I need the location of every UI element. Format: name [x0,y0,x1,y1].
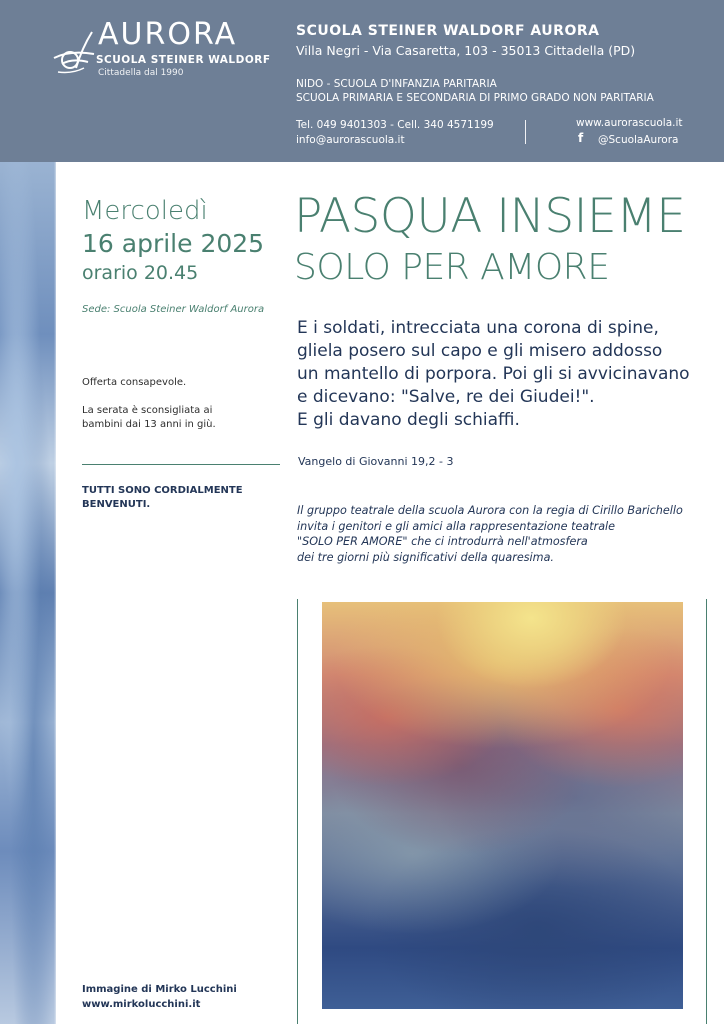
contact-website[interactable]: www.aurorascuola.it [576,117,683,129]
aurora-logo-icon [48,28,98,78]
school-level-2: SCUOLA PRIMARIA E SECONDARIA DI PRIMO GRADO NON PARITARIA [296,92,654,104]
school-level-1: NIDO - SCUOLA D'INFANZIA PARITARIA [296,78,497,90]
intro-paragraph [297,503,717,565]
header-band [0,0,724,162]
logo-subtitle: SCUOLA STEINER WALDORF [96,54,271,66]
offer-note: Offerta consapevole. [82,377,187,388]
sub-title: SOLO PER AMORE [294,247,610,288]
intro-line: dei tre giorni più significativi della quaresima. [297,550,554,564]
image-credit-link[interactable]: www.mirkolucchini.it [82,999,201,1010]
age-advice: La serata è sconsigliata ai bambini dai 13 anni in giù. [82,405,216,430]
logo-since: Cittadella dal 1990 [98,68,184,78]
painting-frame-right [706,599,707,1024]
quote-line: E i soldati, intrecciata una corona di spine, [297,318,659,338]
painting-frame-left [297,599,298,1024]
quote-line: un mantello di porpora. Poi gli si avvicinavano [297,364,690,384]
contact-phone: Tel. 049 9401303 - Cell. 340 4571199 [296,119,494,131]
gospel-quote [297,317,717,432]
quote-source: Vangelo di Giovanni 19,2 - 3 [298,455,454,468]
image-credit: Immagine di Mirko Lucchini [82,984,237,995]
intro-line: invita i genitori e gli amici alla rappresentazione teatrale [297,519,616,533]
quote-line: E gli davano degli schiaffi. [297,410,520,430]
event-venue: Sede: Scuola Steiner Waldorf Aurora [82,304,265,315]
contact-social[interactable]: @ScuolaAurora [598,134,679,146]
welcome-note: TUTTI SONO CORDIALMENTE BENVENUTI. [82,485,243,510]
quote-line: e dicevano: "Salve, re dei Giudei!". [297,387,595,407]
watercolor-painting [322,602,683,1009]
watercolor-strip [0,162,56,1024]
left-divider [82,464,280,465]
school-address: Villa Negri - Via Casaretta, 103 - 35013 Cittadella (PD) [296,43,636,58]
facebook-icon: f [578,131,584,145]
contact-divider [525,120,526,144]
contact-email[interactable]: info@aurorascuola.it [296,134,405,146]
event-date: 16 aprile 2025 [82,229,265,258]
school-name: SCUOLA STEINER WALDORF AURORA [296,23,600,39]
logo-name: AURORA [98,17,238,52]
intro-line: "SOLO PER AMORE" che ci introdurrà nell'atmosfera [297,535,588,548]
watercolor-strip-edge [54,162,58,1024]
quote-line: gliela posero sul capo e gli misero addosso [297,341,663,361]
intro-line: Il gruppo teatrale della scuola Aurora con la regia di Cirillo Barichello [297,504,683,517]
event-weekday: Mercoledì [82,196,208,226]
main-title: PASQUA INSIEME [294,189,686,244]
event-time: orario 20.45 [82,262,199,284]
